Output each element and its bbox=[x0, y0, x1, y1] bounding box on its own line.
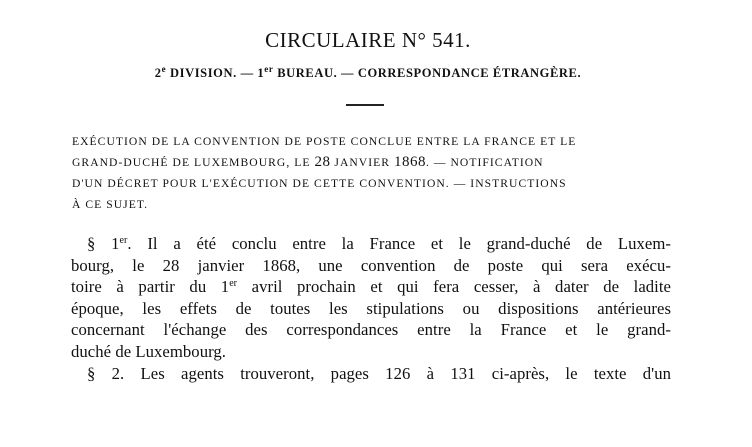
paragraph-1-mark-superscript: er bbox=[119, 235, 128, 246]
paragraph-1-line-5: concernant l'échange des correspondances entre la France et le grand- bbox=[71, 320, 671, 340]
paragraph-1-line-3-superscript: er bbox=[229, 278, 238, 290]
summary-line-2 bbox=[72, 152, 670, 173]
paragraph-1-line-6: duché de Luxembourg. bbox=[71, 341, 227, 361]
division-superscript: e bbox=[161, 64, 167, 74]
paragraph-1-line-1 bbox=[71, 233, 671, 255]
section-divider bbox=[346, 104, 384, 106]
circular-summary bbox=[72, 131, 670, 215]
summary-line-2-part-a: GRAND-DUCHÉ DE LUXEMBOURG, LE bbox=[72, 156, 315, 169]
paragraph-2-line-1-text: § 2. Les agents trouveront, pages 126 à 131 ci-après, le texte d'un bbox=[87, 363, 671, 383]
paragraph-2-line-1 bbox=[71, 363, 671, 385]
summary-line-4: À CE SUJET. bbox=[72, 198, 149, 211]
paragraph-1-line-4: époque, les effets de toutes les stipulations ou dispositions antérieures bbox=[71, 298, 671, 318]
summary-line-2-part-c: . — NOTIFICATION bbox=[426, 156, 544, 169]
bureau-superscript: er bbox=[264, 64, 274, 74]
paragraph-1-line-3 bbox=[71, 276, 671, 298]
division-number: 2 bbox=[154, 66, 162, 80]
paragraph-1-mark: § 1 bbox=[87, 234, 120, 253]
summary-line-3: D'UN DÉCRET POUR L'EXÉCUTION DE CETTE CONVENTION. — INSTRUCTIONS bbox=[72, 177, 567, 190]
summary-day: 28 bbox=[314, 154, 331, 170]
division-label: DIVISION. — bbox=[166, 66, 258, 80]
summary-line-1: EXÉCUTION DE LA CONVENTION DE POSTE CONCLUE ENTRE LA FRANCE ET LE bbox=[72, 135, 577, 148]
bureau-number: 1 bbox=[257, 66, 265, 80]
paragraph-1-line-2: bourg, le 28 janvier 1868, une convention de poste qui sera exécu- bbox=[71, 255, 671, 275]
summary-line-2-part-b: JANVIER bbox=[330, 156, 394, 169]
circular-title: CIRCULAIRE N° 541. bbox=[265, 28, 471, 52]
body-text bbox=[71, 233, 671, 384]
division-bureau-heading bbox=[0, 66, 736, 81]
bureau-label: BUREAU. — CORRESPONDANCE ÉTRANGÈRE. bbox=[273, 66, 582, 80]
summary-year: 1868 bbox=[394, 154, 426, 170]
paragraph-1-line-3-part-b: avril prochain et qui fera cesser, à dater de ladite bbox=[237, 277, 672, 297]
paragraph-1-line-3-part-a: toire à partir du 1 bbox=[71, 277, 230, 297]
paragraph-1-line-1-text: . Il a été conclu entre la France et le grand-duché de Luxem- bbox=[127, 234, 672, 253]
